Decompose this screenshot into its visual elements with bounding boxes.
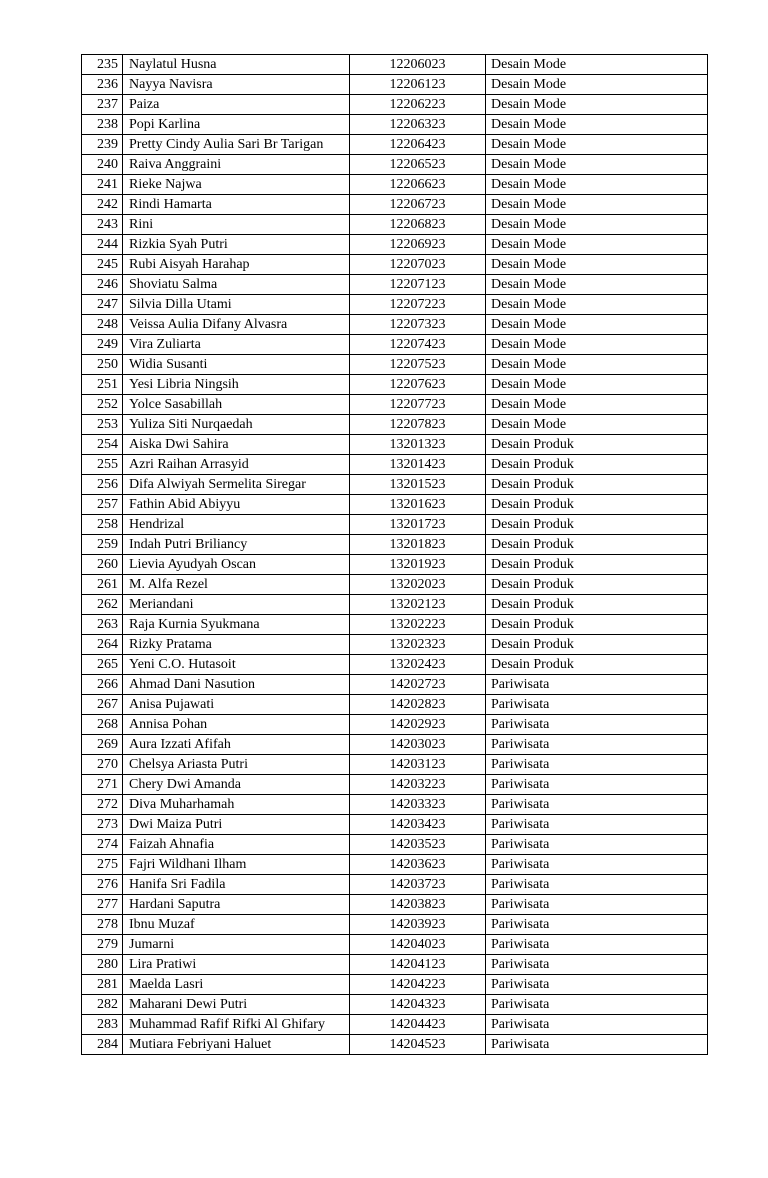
- student-id-cell: 14203323: [350, 795, 486, 815]
- row-number-cell: 273: [82, 815, 123, 835]
- student-name-cell: Rini: [123, 215, 350, 235]
- row-number-cell: 238: [82, 115, 123, 135]
- student-id-cell: 13202323: [350, 635, 486, 655]
- study-program-cell: Desain Mode: [486, 275, 708, 295]
- row-number-cell: 253: [82, 415, 123, 435]
- study-program-cell: Pariwisata: [486, 795, 708, 815]
- table-row: [82, 775, 708, 795]
- student-name-cell: Ibnu Muzaf: [123, 915, 350, 935]
- row-number-cell: 267: [82, 695, 123, 715]
- student-id-cell: 12207523: [350, 355, 486, 375]
- row-number-cell: 244: [82, 235, 123, 255]
- study-program-cell: Desain Mode: [486, 155, 708, 175]
- student-id-cell: 12206323: [350, 115, 486, 135]
- study-program-cell: Pariwisata: [486, 935, 708, 955]
- study-program-cell: Desain Mode: [486, 215, 708, 235]
- table-row: [82, 555, 708, 575]
- row-number-cell: 269: [82, 735, 123, 755]
- row-number-cell: 275: [82, 855, 123, 875]
- student-id-cell: 14202823: [350, 695, 486, 715]
- student-name-cell: Chelsya Ariasta Putri: [123, 755, 350, 775]
- student-id-cell: 14202723: [350, 675, 486, 695]
- student-name-cell: Anisa Pujawati: [123, 695, 350, 715]
- study-program-cell: Desain Mode: [486, 355, 708, 375]
- study-program-cell: Desain Mode: [486, 415, 708, 435]
- student-name-cell: Dwi Maiza Putri: [123, 815, 350, 835]
- student-name-cell: Rizky Pratama: [123, 635, 350, 655]
- table-row: [82, 535, 708, 555]
- student-id-cell: 14203623: [350, 855, 486, 875]
- row-number-cell: 281: [82, 975, 123, 995]
- student-name-cell: Yolce Sasabillah: [123, 395, 350, 415]
- student-name-cell: Mutiara Febriyani Haluet: [123, 1035, 350, 1055]
- row-number-cell: 274: [82, 835, 123, 855]
- student-name-cell: Raja Kurnia Syukmana: [123, 615, 350, 635]
- table-row: [82, 155, 708, 175]
- study-program-cell: Desain Mode: [486, 195, 708, 215]
- row-number-cell: 254: [82, 435, 123, 455]
- study-program-cell: Desain Mode: [486, 55, 708, 75]
- student-name-cell: Meriandani: [123, 595, 350, 615]
- table-row: [82, 135, 708, 155]
- table-row: [82, 915, 708, 935]
- row-number-cell: 256: [82, 475, 123, 495]
- student-id-cell: 12207823: [350, 415, 486, 435]
- study-program-cell: Desain Produk: [486, 495, 708, 515]
- student-name-cell: Indah Putri Briliancy: [123, 535, 350, 555]
- table-row: [82, 795, 708, 815]
- study-program-cell: Pariwisata: [486, 735, 708, 755]
- student-id-cell: 12207723: [350, 395, 486, 415]
- student-id-cell: 12206523: [350, 155, 486, 175]
- student-name-cell: M. Alfa Rezel: [123, 575, 350, 595]
- row-number-cell: 266: [82, 675, 123, 695]
- table-row: [82, 255, 708, 275]
- student-id-cell: 13202023: [350, 575, 486, 595]
- study-program-cell: Pariwisata: [486, 975, 708, 995]
- student-id-cell: 14204223: [350, 975, 486, 995]
- student-name-cell: Ahmad Dani Nasution: [123, 675, 350, 695]
- table-row: [82, 815, 708, 835]
- student-name-cell: Difa Alwiyah Sermelita Siregar: [123, 475, 350, 495]
- study-program-cell: Pariwisata: [486, 875, 708, 895]
- row-number-cell: 265: [82, 655, 123, 675]
- student-name-cell: Faizah Ahnafia: [123, 835, 350, 855]
- table-row: [82, 315, 708, 335]
- table-row: [82, 75, 708, 95]
- table-body: [82, 55, 708, 1055]
- row-number-cell: 283: [82, 1015, 123, 1035]
- study-program-cell: Desain Mode: [486, 295, 708, 315]
- table-row: [82, 275, 708, 295]
- student-id-cell: 12207323: [350, 315, 486, 335]
- study-program-cell: Desain Produk: [486, 555, 708, 575]
- student-name-cell: Hardani Saputra: [123, 895, 350, 915]
- student-name-cell: Fathin Abid Abiyyu: [123, 495, 350, 515]
- study-program-cell: Desain Mode: [486, 115, 708, 135]
- table-row: [82, 695, 708, 715]
- student-name-cell: Jumarni: [123, 935, 350, 955]
- table-row: [82, 895, 708, 915]
- study-program-cell: Desain Mode: [486, 375, 708, 395]
- table-row: [82, 1015, 708, 1035]
- row-number-cell: 280: [82, 955, 123, 975]
- student-name-cell: Muhammad Rafif Rifki Al Ghifary: [123, 1015, 350, 1035]
- student-id-cell: 14203423: [350, 815, 486, 835]
- study-program-cell: Pariwisata: [486, 755, 708, 775]
- row-number-cell: 240: [82, 155, 123, 175]
- row-number-cell: 262: [82, 595, 123, 615]
- student-name-cell: Hendrizal: [123, 515, 350, 535]
- student-id-cell: 14204323: [350, 995, 486, 1015]
- student-name-cell: Rieke Najwa: [123, 175, 350, 195]
- study-program-cell: Desain Produk: [486, 475, 708, 495]
- study-program-cell: Desain Mode: [486, 95, 708, 115]
- table-row: [82, 635, 708, 655]
- study-program-cell: Pariwisata: [486, 675, 708, 695]
- table-row: [82, 655, 708, 675]
- study-program-cell: Desain Produk: [486, 535, 708, 555]
- student-id-cell: 13201723: [350, 515, 486, 535]
- student-name-cell: Yeni C.O. Hutasoit: [123, 655, 350, 675]
- row-number-cell: 248: [82, 315, 123, 335]
- student-id-cell: 14203923: [350, 915, 486, 935]
- student-id-cell: 12207223: [350, 295, 486, 315]
- row-number-cell: 239: [82, 135, 123, 155]
- table-row: [82, 115, 708, 135]
- row-number-cell: 245: [82, 255, 123, 275]
- row-number-cell: 270: [82, 755, 123, 775]
- study-program-cell: Desain Produk: [486, 615, 708, 635]
- student-id-cell: 14204123: [350, 955, 486, 975]
- table-row: [82, 875, 708, 895]
- row-number-cell: 278: [82, 915, 123, 935]
- student-id-cell: 13201523: [350, 475, 486, 495]
- student-id-cell: 12207423: [350, 335, 486, 355]
- study-program-cell: Pariwisata: [486, 775, 708, 795]
- student-name-cell: Rizkia Syah Putri: [123, 235, 350, 255]
- study-program-cell: Desain Produk: [486, 595, 708, 615]
- row-number-cell: 276: [82, 875, 123, 895]
- study-program-cell: Pariwisata: [486, 715, 708, 735]
- study-program-cell: Pariwisata: [486, 995, 708, 1015]
- study-program-cell: Desain Mode: [486, 175, 708, 195]
- row-number-cell: 261: [82, 575, 123, 595]
- student-name-cell: Widia Susanti: [123, 355, 350, 375]
- student-name-cell: Pretty Cindy Aulia Sari Br Tarigan: [123, 135, 350, 155]
- student-id-cell: 14203123: [350, 755, 486, 775]
- student-id-cell: 13202223: [350, 615, 486, 635]
- table-row: [82, 435, 708, 455]
- row-number-cell: 260: [82, 555, 123, 575]
- study-program-cell: Desain Mode: [486, 395, 708, 415]
- table-row: [82, 455, 708, 475]
- student-id-cell: 14203723: [350, 875, 486, 895]
- row-number-cell: 279: [82, 935, 123, 955]
- row-number-cell: 236: [82, 75, 123, 95]
- row-number-cell: 271: [82, 775, 123, 795]
- student-name-cell: Aiska Dwi Sahira: [123, 435, 350, 455]
- study-program-cell: Desain Produk: [486, 455, 708, 475]
- study-program-cell: Pariwisata: [486, 835, 708, 855]
- student-name-cell: Silvia Dilla Utami: [123, 295, 350, 315]
- student-name-cell: Annisa Pohan: [123, 715, 350, 735]
- student-id-cell: 12207023: [350, 255, 486, 275]
- row-number-cell: 252: [82, 395, 123, 415]
- student-name-cell: Raiva Anggraini: [123, 155, 350, 175]
- student-list-table: [81, 54, 708, 1055]
- row-number-cell: 284: [82, 1035, 123, 1055]
- table-row: [82, 995, 708, 1015]
- row-number-cell: 258: [82, 515, 123, 535]
- student-name-cell: Hanifa Sri Fadila: [123, 875, 350, 895]
- student-id-cell: 13201623: [350, 495, 486, 515]
- study-program-cell: Desain Produk: [486, 635, 708, 655]
- student-id-cell: 14203523: [350, 835, 486, 855]
- table-row: [82, 735, 708, 755]
- study-program-cell: Desain Mode: [486, 75, 708, 95]
- table-row: [82, 715, 708, 735]
- student-name-cell: Maelda Lasri: [123, 975, 350, 995]
- student-name-cell: Nayya Navisra: [123, 75, 350, 95]
- table-row: [82, 355, 708, 375]
- row-number-cell: 282: [82, 995, 123, 1015]
- row-number-cell: 242: [82, 195, 123, 215]
- study-program-cell: Pariwisata: [486, 1015, 708, 1035]
- row-number-cell: 272: [82, 795, 123, 815]
- table-row: [82, 755, 708, 775]
- student-name-cell: Aura Izzati Afifah: [123, 735, 350, 755]
- student-id-cell: 12206423: [350, 135, 486, 155]
- study-program-cell: Desain Mode: [486, 235, 708, 255]
- row-number-cell: 251: [82, 375, 123, 395]
- row-number-cell: 235: [82, 55, 123, 75]
- student-id-cell: 13202423: [350, 655, 486, 675]
- row-number-cell: 241: [82, 175, 123, 195]
- study-program-cell: Pariwisata: [486, 1035, 708, 1055]
- row-number-cell: 263: [82, 615, 123, 635]
- student-id-cell: 12207623: [350, 375, 486, 395]
- study-program-cell: Pariwisata: [486, 815, 708, 835]
- table-row: [82, 955, 708, 975]
- student-name-cell: Diva Muharhamah: [123, 795, 350, 815]
- study-program-cell: Desain Mode: [486, 135, 708, 155]
- student-name-cell: Vira Zuliarta: [123, 335, 350, 355]
- table-row: [82, 975, 708, 995]
- student-id-cell: 12206723: [350, 195, 486, 215]
- study-program-cell: Desain Produk: [486, 655, 708, 675]
- student-name-cell: Shoviatu Salma: [123, 275, 350, 295]
- student-name-cell: Naylatul Husna: [123, 55, 350, 75]
- table-row: [82, 415, 708, 435]
- table-row: [82, 215, 708, 235]
- row-number-cell: 246: [82, 275, 123, 295]
- student-name-cell: Paiza: [123, 95, 350, 115]
- student-id-cell: 14202923: [350, 715, 486, 735]
- table-row: [82, 1035, 708, 1055]
- student-name-cell: Lira Pratiwi: [123, 955, 350, 975]
- student-name-cell: Veissa Aulia Difany Alvasra: [123, 315, 350, 335]
- student-id-cell: 14203223: [350, 775, 486, 795]
- student-id-cell: 13201323: [350, 435, 486, 455]
- study-program-cell: Desain Produk: [486, 435, 708, 455]
- student-name-cell: Rubi Aisyah Harahap: [123, 255, 350, 275]
- student-id-cell: 12206623: [350, 175, 486, 195]
- table-row: [82, 495, 708, 515]
- row-number-cell: 250: [82, 355, 123, 375]
- row-number-cell: 259: [82, 535, 123, 555]
- student-id-cell: 12207123: [350, 275, 486, 295]
- table-row: [82, 615, 708, 635]
- student-name-cell: Yuliza Siti Nurqaedah: [123, 415, 350, 435]
- student-id-cell: 12206223: [350, 95, 486, 115]
- student-name-cell: Azri Raihan Arrasyid: [123, 455, 350, 475]
- table-row: [82, 235, 708, 255]
- student-id-cell: 13201923: [350, 555, 486, 575]
- row-number-cell: 264: [82, 635, 123, 655]
- table-row: [82, 515, 708, 535]
- student-name-cell: Lievia Ayudyah Oscan: [123, 555, 350, 575]
- student-id-cell: 13201423: [350, 455, 486, 475]
- student-name-cell: Maharani Dewi Putri: [123, 995, 350, 1015]
- student-id-cell: 14204423: [350, 1015, 486, 1035]
- student-id-cell: 12206123: [350, 75, 486, 95]
- row-number-cell: 255: [82, 455, 123, 475]
- study-program-cell: Pariwisata: [486, 915, 708, 935]
- study-program-cell: Desain Produk: [486, 515, 708, 535]
- table-row: [82, 935, 708, 955]
- row-number-cell: 243: [82, 215, 123, 235]
- study-program-cell: Pariwisata: [486, 955, 708, 975]
- table-row: [82, 475, 708, 495]
- study-program-cell: Pariwisata: [486, 855, 708, 875]
- student-name-cell: Rindi Hamarta: [123, 195, 350, 215]
- table-row: [82, 855, 708, 875]
- study-program-cell: Pariwisata: [486, 695, 708, 715]
- student-id-cell: 13201823: [350, 535, 486, 555]
- study-program-cell: Desain Produk: [486, 575, 708, 595]
- student-id-cell: 13202123: [350, 595, 486, 615]
- table-row: [82, 395, 708, 415]
- row-number-cell: 247: [82, 295, 123, 315]
- student-name-cell: Yesi Libria Ningsih: [123, 375, 350, 395]
- student-id-cell: 12206823: [350, 215, 486, 235]
- row-number-cell: 277: [82, 895, 123, 915]
- table-row: [82, 295, 708, 315]
- row-number-cell: 237: [82, 95, 123, 115]
- table-row: [82, 95, 708, 115]
- table-row: [82, 575, 708, 595]
- study-program-cell: Desain Mode: [486, 255, 708, 275]
- student-id-cell: 12206923: [350, 235, 486, 255]
- student-id-cell: 14203823: [350, 895, 486, 915]
- row-number-cell: 249: [82, 335, 123, 355]
- table-row: [82, 595, 708, 615]
- table-row: [82, 335, 708, 355]
- study-program-cell: Desain Mode: [486, 315, 708, 335]
- student-name-cell: Popi Karlina: [123, 115, 350, 135]
- student-id-cell: 14203023: [350, 735, 486, 755]
- student-id-cell: 14204023: [350, 935, 486, 955]
- student-name-cell: Chery Dwi Amanda: [123, 775, 350, 795]
- study-program-cell: Desain Mode: [486, 335, 708, 355]
- table-row: [82, 835, 708, 855]
- table-row: [82, 675, 708, 695]
- student-id-cell: 14204523: [350, 1035, 486, 1055]
- student-id-cell: 12206023: [350, 55, 486, 75]
- table-row: [82, 55, 708, 75]
- study-program-cell: Pariwisata: [486, 895, 708, 915]
- table-row: [82, 375, 708, 395]
- row-number-cell: 268: [82, 715, 123, 735]
- table-row: [82, 195, 708, 215]
- student-name-cell: Fajri Wildhani Ilham: [123, 855, 350, 875]
- table-row: [82, 175, 708, 195]
- row-number-cell: 257: [82, 495, 123, 515]
